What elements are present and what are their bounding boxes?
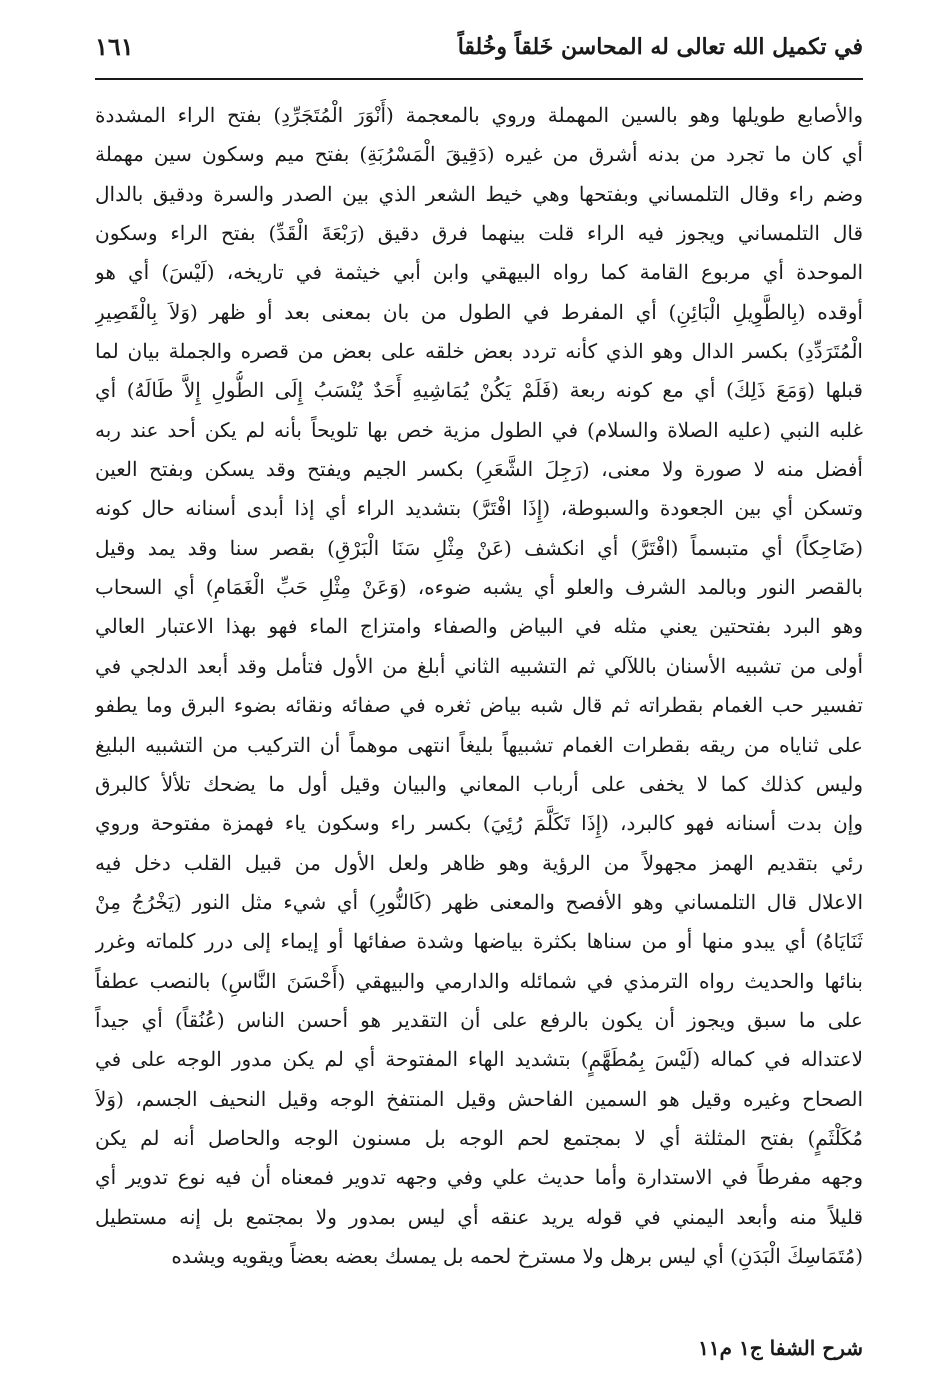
text-line: رئي بتقديم الهمز مجهولاً من الرؤية وهو ظاهر ولعل الأول من قبيل القلب دخل فيه	[95, 850, 863, 875]
text-line: وهو البرد بفتحتين يعني مثله في البياض والصفاء وامتزاج الماء فهو بهذا الاعتبار العالي	[95, 614, 863, 639]
text-line: وضم راء وقال التلمساني وبفتحها وهي خيط الشعر الذي بين الصدر والسرة ودقيق بالدال	[95, 181, 863, 206]
text-line: الْمُتَرَدِّدِ) بكسر الدال وهو الذي كأنه تردد بعض خلقه على بعض من قصره والجملة بيان لما	[95, 339, 863, 364]
text-line: أوقده (بِالطَّوِيلِ الْبَائِنِ) أي المفرط في الطول من بان بمعنى بعد أو ظهر (وَلاَ بِالْقَصِيرِ	[95, 299, 863, 324]
text-line: وإن بدت أسنانه فهو كالبرد، (إِذَا تَكَلَّمَ رُئِيَ) بكسر راء وسكون ياء فهمزة مفتوحة وروي	[95, 811, 863, 836]
text-line: قليلاً منه وأبعد اليمني في قوله يريد عنقه أي ليس بمدور ولا بمجتمع بل إنه مستطيل	[95, 1204, 863, 1229]
text-line: على ما سبق ويجوز أن يكون بالرفع على أن التقدير هو أحسن الناس (عُنُقاً) أي جيداً	[95, 1007, 863, 1032]
text-line: وجهه مفرطاً في الاستدارة وأما حديث علي وفي وجهه تدوير فمعناه أن فيه نوع تدوير أي	[95, 1165, 863, 1190]
text-line: (ضَاحِكاً) أي متبسماً (افْتَرَّ) أي انكشف (عَنْ مِثْلِ سَنَا الْبَرْقِ) بقصر سنا وقد يمد وقيل	[95, 535, 863, 560]
text-line: الصحاح وغيره وقيل هو السمين الفاحش وقيل المنتفخ الوجه وقيل النحيف الجسم، (وَلاَ	[95, 1086, 863, 1111]
text-line: وليس كذلك كما لا يخفى على أرباب المعاني والبيان وقيل أول ما يضحك تلألأ كالبرق	[95, 771, 863, 796]
text-line: والأصابع طويلها وهو بالسين المهملة وروي بالمعجمة (أَنْوَرَ الْمُتَجَرِّدِ) بفتح الراء المشددة	[95, 103, 863, 127]
body-text	[95, 96, 863, 1276]
page-number: ١٦١	[95, 32, 134, 61]
text-line: لاعتداله في كماله (لَيْسَ بِمُطَهَّمٍ) بتشديد الهاء المفتوحة أي لم يكن مدور الوجه على في	[95, 1047, 863, 1072]
text-line: تفسير حب الغمام بقطراته ثم قال شبه بياض ثغره في صفائه ونقائه بضوء البرق وما يطفو	[95, 693, 863, 718]
text-line: بالقصر النور وبالمد الشرف والعلو أي يشبه ضوءه، (وَعَنْ مِثْلِ حَبِّ الْغَمَامِ) أي السحاب	[95, 575, 863, 600]
text-line: (مُتَمَاسِكَ الْبَدَنِ) أي ليس برهل ولا مسترخ لحمه بل يمسك بعضه بعضاً ويقويه ويشده	[171, 1243, 863, 1268]
text-line: على ثناياه من ريقه بقطرات الغمام تشبيهاً بليغاً انتهى موهماً أن التركيب من التشبيه البليغ	[95, 732, 863, 757]
text-line: وتسكن أي بين الجعودة والسبوطة، (إِذَا افْتَرَّ) بتشديد الراء أي إذا أبدى أسنانه حال كونه	[95, 496, 863, 521]
text-line: الاعلال قال التلمساني وهو الأفصح والمعنى ظهر (كَالنُّورِ) أي شيء مثل النور (يَخْرُجُ مِنْ	[95, 889, 863, 914]
running-title: في تكميل الله تعالى له المحاسن خَلقاً وخُلقاً	[457, 34, 863, 60]
signature-mark: شرح الشفا ج١ م١١	[698, 1336, 863, 1360]
text-line: مُكَلْثَمٍ) بفتح المثلثة أي لا بمجتمع لحم الوجه بل مسنون الوجه والحاصل أنه لم يكن	[95, 1125, 863, 1150]
text-line: قال التلمساني ويجوز فيه الراء قلت بينهما فرق دقيق (رَبْعَةَ الْقَدِّ) بفتح الراء وسكون	[95, 221, 863, 246]
text-line: بنائها والحديث رواه الترمذي في شمائله والدارمي والبيهقي (أَحْسَنَ النَّاسِ) بالنصب عطفاً	[95, 968, 863, 993]
text-line: غلبه النبي (عليه الصلاة والسلام) في الطول مزية خص بها تلويحاً بأنه لم يكن أحد عند ربه	[95, 417, 863, 442]
text-line: أولى من تشبيه الأسنان باللآلي ثم التشبيه الثاني أبلغ من الأول فتأمل وقد أبعد الدلجي في	[95, 653, 863, 678]
text-line: أفضل منه لا صورة ولا معنى، (رَجِلَ الشَّعَرِ) بكسر الجيم ويفتح وقد يسكن وبفتح العين	[95, 457, 863, 482]
page-header	[95, 30, 863, 74]
text-line: الموحدة أي مربوع القامة كما رواه البيهقي وابن أبي خيثمة في تاريخه، (لَيْسَ) أي هو	[95, 260, 863, 285]
text-line: قبلها (وَمَعَ ذَلِكَ) أي مع كونه ربعة (فَلَمْ يَكُنْ يُمَاشِيهِ أَحَدٌ يُنْسَبُ إِلَى الطُّولِ إِلاَّ طَالَهُ) أي	[95, 378, 863, 403]
text-line: ثَنَايَاهُ) أي يبدو منها أو من سناها بكثرة بياضها وشدة صفائها أو إيماء إلى درر كلماته وغرر	[95, 929, 863, 954]
header-divider	[95, 78, 863, 80]
text-line: أي كان ما تجرد من بدنه أشرق من غيره (دَقِيقَ الْمَسْرُبَةِ) بفتح ميم وسكون سين مهملة	[95, 142, 863, 167]
